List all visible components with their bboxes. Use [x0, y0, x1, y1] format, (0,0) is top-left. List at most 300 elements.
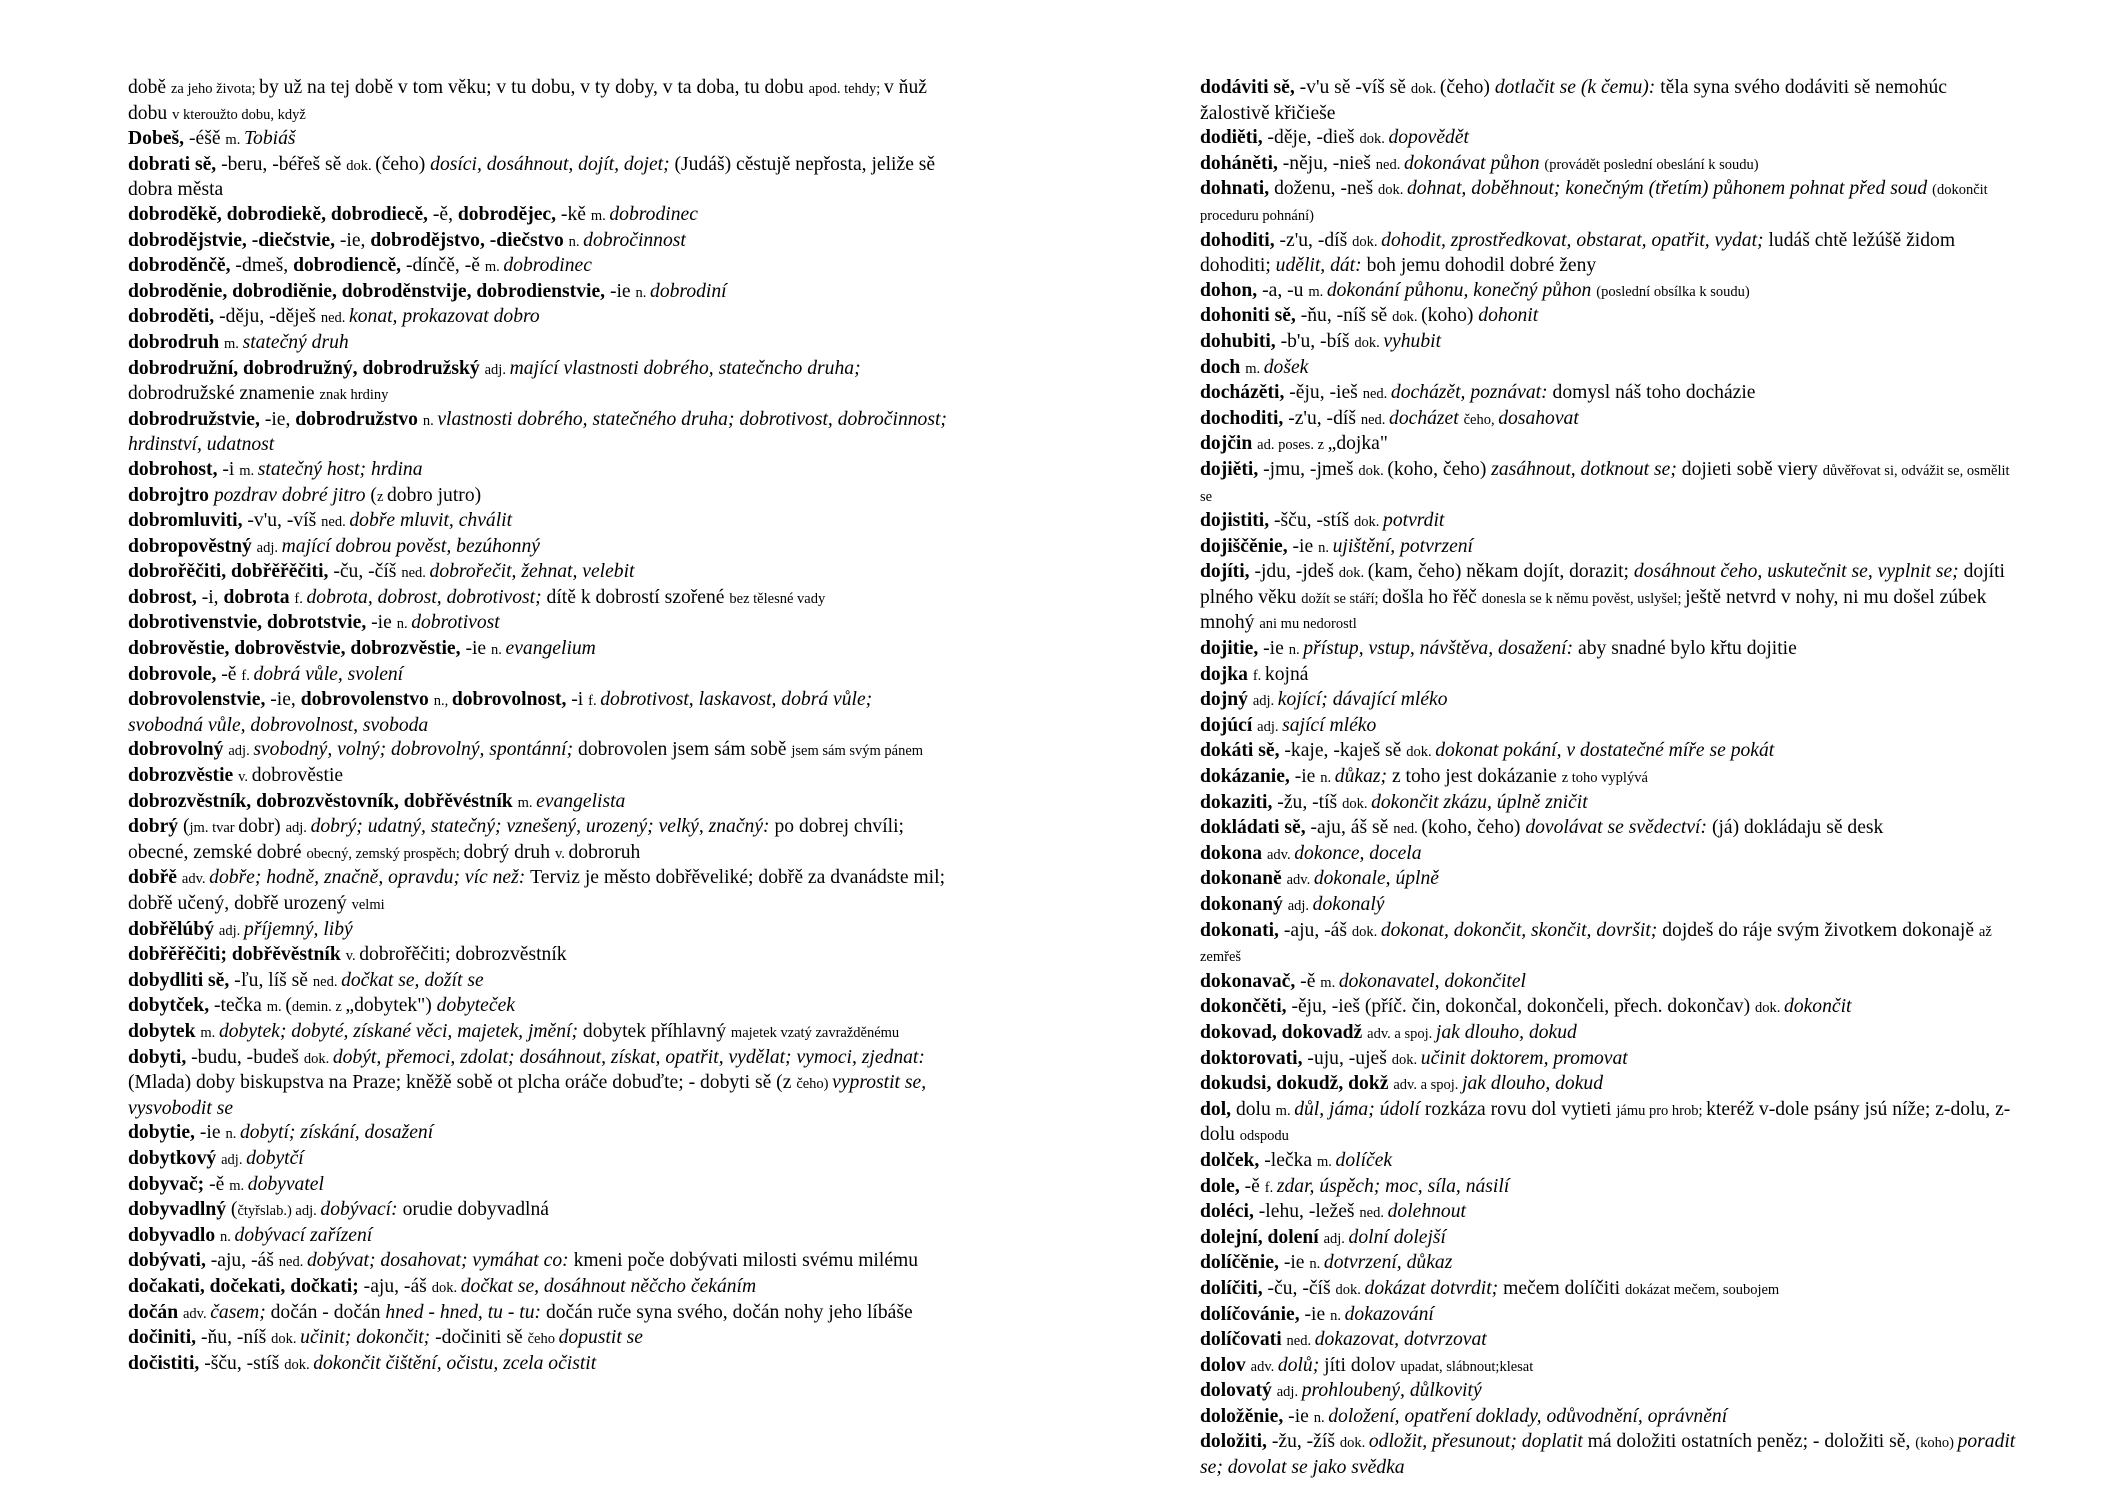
headword: dobrozvěstník, dobrozvěstovník, dobřěvéstník	[128, 790, 518, 812]
dictionary-entry	[1200, 688, 2020, 714]
translation: dokonce, docela	[1294, 842, 1422, 864]
translation: dokonavatel, dokončitel	[1338, 970, 1526, 992]
dictionary-entry	[1200, 1303, 2020, 1329]
entry-text: -ie	[609, 280, 636, 302]
grammar-note: dok.	[1352, 233, 1382, 250]
dictionary-entry	[1200, 152, 2020, 178]
entry-text: -ie,	[270, 689, 301, 711]
translation: dokončit	[1784, 996, 1852, 1018]
dictionary-entry	[128, 1046, 948, 1122]
grammar-note: ned.	[1286, 1333, 1315, 1350]
headword: dobrohost,	[128, 458, 223, 480]
entry-text: -ie,	[264, 408, 296, 430]
headword: dokudsi, dokudž, dokž	[1200, 1073, 1394, 1095]
entry-text: -jmu, -jmeš	[1263, 458, 1359, 480]
dictionary-entry	[1200, 1226, 2020, 1252]
translation: zdar, úspěch; moc, síla, násilí	[1276, 1175, 1510, 1197]
grammar-note: m.	[517, 794, 537, 811]
grammar-note: donesla se k němu pověst, uslyšel;	[1481, 590, 1686, 607]
headword: dokonavač,	[1200, 970, 1301, 992]
dictionary-entry	[128, 1249, 948, 1275]
dictionary-entry	[128, 815, 948, 866]
dictionary-entry	[128, 509, 948, 535]
translation: dokončit čištění, očistu, zcela očistit	[313, 1352, 597, 1374]
headword: dobropověstný	[128, 535, 257, 557]
grammar-note: f.	[1252, 667, 1265, 684]
entry-text: ludáš chtě ležúšě židom dohoditi;	[1200, 229, 1956, 277]
dictionary-entry	[128, 535, 948, 561]
entry-text: -ě,	[432, 203, 458, 225]
entry-text: -aju, -áš	[210, 1250, 279, 1272]
headword: dobrodružstvie,	[128, 408, 265, 430]
translation: učinit doktorem, promovat	[1420, 1047, 1628, 1069]
dictionary-entry	[128, 1020, 948, 1046]
translation: zasáhnout, dotknout se;	[1491, 458, 1682, 480]
entry-text: dolu	[1235, 1098, 1276, 1120]
grammar-note: dok.	[303, 1050, 333, 1067]
entry-text: -ie	[1292, 535, 1319, 557]
translation: evangelium	[505, 638, 596, 660]
translation: hned - hned, tu - tu:	[385, 1301, 546, 1323]
grammar-note: adj.	[228, 743, 254, 760]
grammar-note: m.	[484, 259, 504, 276]
headword: doháněti,	[1200, 152, 1283, 174]
entry-text: (koho, čeho)	[1421, 817, 1526, 839]
dictionary-entry	[128, 153, 948, 203]
headword: dočiniti,	[128, 1327, 201, 1349]
grammar-note: v.	[554, 845, 569, 862]
headword: dole,	[1200, 1175, 1245, 1197]
dictionary-entry	[1200, 970, 2020, 996]
translation: dobrotivost	[411, 612, 500, 634]
entry-text: -žu, -tíš	[1277, 791, 1343, 813]
dictionary-entry	[1200, 458, 2020, 509]
entry-text: (	[182, 816, 190, 838]
entry-text: (kam, čeho) někam dojít, dorazit;	[1367, 561, 1634, 583]
grammar-note: ned.	[320, 310, 350, 327]
entry-text: dojieti sobě viery	[1681, 458, 1823, 480]
dictionary-entry	[128, 203, 948, 229]
entry-text: dobrodružské znamenie	[128, 383, 320, 405]
translation: dolehnout	[1387, 1201, 1466, 1223]
headword: dobrodružstvo	[295, 408, 423, 430]
grammar-note: čeho,	[1463, 411, 1499, 428]
dictionary-entry	[128, 127, 948, 153]
headword: dobrovolný	[128, 739, 229, 761]
dictionary-entry	[1200, 1149, 2020, 1175]
dictionary-entry	[1200, 356, 2020, 382]
entry-text: boh jemu dohodil dobré ženy	[1366, 255, 1597, 277]
entry-text: po dobrej chvíli; obecné, zemské dobré	[128, 816, 904, 863]
entry-text: (	[285, 995, 292, 1017]
translation: dosáhnout čeho, uskutečnit se, vyplnit se;	[1633, 561, 1964, 583]
translation: jak dlouho, dokud	[1462, 1073, 1604, 1095]
entry-text: dočán ruče syna svého, dočán nohy jeho líbáše	[545, 1301, 913, 1323]
translation: dobytek; dobyté, získané věci, majetek, jmění;	[218, 1020, 583, 1042]
grammar-note: dok.	[1339, 1435, 1369, 1452]
translation: dohonit	[1478, 305, 1539, 327]
grammar-note: odspodu	[1239, 1128, 1289, 1145]
translation: udělit, dát:	[1275, 255, 1367, 277]
dictionary-entry	[1200, 1021, 2020, 1047]
headword: doléci,	[1200, 1201, 1259, 1223]
grammar-note: ani mu nedorostl	[1259, 616, 1357, 633]
entry-text: by už na tej době v tom věku; v tu dobu, v ty doby, v ta doba, tu dobu	[259, 77, 809, 98]
entry-text: -ňu, -níš	[200, 1327, 272, 1349]
dictionary-entry	[1200, 229, 2020, 279]
grammar-note: znak hrdiny	[319, 387, 389, 404]
translation: dokonávat půhon	[1403, 152, 1545, 174]
grammar-note: m.	[225, 132, 244, 149]
grammar-note: (dokončit proceduru pohnání)	[1200, 182, 1988, 224]
grammar-note: (poslední obsílka k soudu)	[1596, 283, 1750, 300]
headword: dokáti sě,	[1200, 740, 1285, 762]
dictionary-entry	[128, 1326, 948, 1352]
dictionary-entry	[1200, 535, 2020, 561]
entry-text: dobrý druh	[463, 841, 555, 863]
grammar-note: (provádět poslední obeslání k soudu)	[1544, 156, 1759, 173]
translation: svobodný, volný; dobrovolný, spontánní;	[253, 739, 579, 761]
grammar-note: apod. tehdy;	[808, 81, 884, 97]
grammar-note: (koho)	[1915, 1435, 1958, 1452]
grammar-note: dok.	[1354, 514, 1384, 531]
headword: docházěti,	[1200, 382, 1290, 404]
headword: dobydliti sě,	[128, 969, 235, 991]
dictionary-entry	[128, 918, 948, 944]
translation: odložit, přesunout; doplatit	[1368, 1431, 1588, 1453]
translation: dokonalý	[1312, 894, 1385, 915]
translation: vyprostit se, vysvobodit se	[128, 1072, 927, 1119]
entry-text: dobytek příhlavný	[582, 1020, 731, 1042]
dictionary-entry	[1200, 842, 2020, 868]
dictionary-entry	[128, 1352, 948, 1378]
headword: dochoditi,	[1200, 407, 1289, 429]
entry-text: kmeni poče dobývati milosti svému milému	[573, 1250, 919, 1272]
dictionary-entry	[128, 790, 948, 816]
translation: dopovědět	[1388, 127, 1469, 149]
dictionary-entry	[128, 1198, 948, 1224]
grammar-note: m.	[229, 1177, 248, 1194]
grammar-note: n.	[1313, 1409, 1329, 1426]
headword: dobytie,	[128, 1122, 200, 1144]
grammar-note: dok.	[1354, 334, 1384, 351]
grammar-note: f.	[1264, 1179, 1277, 1196]
grammar-note: adj.	[285, 820, 311, 837]
translation: příjemný, libý	[243, 918, 353, 940]
entry-text: -budu, -budeš	[191, 1046, 304, 1068]
headword: dojíti,	[1200, 561, 1255, 583]
entry-text: dobr)	[238, 816, 286, 838]
translation: došek	[1263, 356, 1309, 378]
entry-text: -i	[571, 689, 589, 711]
grammar-note: čeho	[527, 1331, 559, 1348]
translation: dosíci, dosáhnout, dojít, dojet;	[430, 153, 675, 175]
grammar-note: ned.	[1362, 386, 1391, 403]
dictionary-entry	[128, 357, 948, 408]
grammar-note: v.	[238, 769, 252, 786]
translation: statečný druh	[242, 331, 349, 353]
translation: mající dobrou pověst, bezúhonný	[281, 535, 540, 557]
dictionary-entry	[128, 229, 948, 255]
headword: dohoniti sě,	[1200, 305, 1301, 327]
headword: dokovad, dokovadž	[1200, 1021, 1368, 1043]
dictionary-entry	[128, 331, 948, 357]
translation: konat, prokazovat dobro	[349, 306, 540, 328]
entry-text: -beru, -béřeš sě	[221, 153, 347, 175]
dictionary-entry	[1200, 637, 2020, 663]
translation: Tobiáš	[243, 128, 296, 150]
grammar-note: ned.	[1360, 411, 1390, 428]
entry-text: orudie dobyvadlná	[402, 1199, 549, 1221]
translation: poradit se; dovolat se jako svědka	[1200, 1431, 2016, 1479]
entry-text: domysl náš toho docházie	[1552, 382, 1756, 404]
translation: dobročinnost	[583, 229, 686, 251]
grammar-note: n.	[491, 642, 506, 659]
translation: dokončit zkázu, úplně zničit	[1371, 791, 1588, 813]
entry-text: z toho jest dokázanie	[1391, 766, 1562, 788]
grammar-note: dožít se stáří;	[1301, 590, 1383, 607]
grammar-note: ned.	[278, 1254, 307, 1271]
grammar-note: m.	[590, 207, 610, 224]
entry-text: kojná	[1264, 663, 1309, 685]
headword: dobroděnie, dobrodiěnie, dobroděnstvije, dobrodienstvie,	[128, 280, 610, 302]
headword: dokonati,	[1200, 919, 1284, 941]
headword: doktorovati,	[1200, 1047, 1308, 1069]
entry-text: (	[230, 1199, 238, 1221]
translation: vyhubit	[1383, 330, 1442, 352]
grammar-note: za jeho života;	[171, 81, 260, 97]
headword: dokonaný	[1200, 894, 1288, 915]
dictionary-entry	[128, 1147, 948, 1173]
headword: dojitie,	[1200, 638, 1264, 660]
grammar-note: dokázat mečem, soubojem	[1625, 1281, 1780, 1298]
grammar-note: adj.	[1323, 1230, 1349, 1247]
headword: dobytkový	[128, 1147, 222, 1169]
headword: dokázanie,	[1200, 766, 1295, 788]
dictionary-entry	[1200, 1328, 2020, 1354]
headword: dol,	[1200, 1098, 1236, 1120]
entry-text: „dobytek")	[345, 995, 437, 1017]
entry-text: -aju, -áš	[363, 1275, 432, 1297]
entry-text: došla ho řěč	[1382, 586, 1482, 608]
translation: dopustit se	[558, 1327, 643, 1349]
headword: dobrodějec,	[457, 203, 561, 225]
entry-text: -ěju, -ieš (příč. čin, dokončal, dokončeli, přech. dokončav)	[1291, 996, 1756, 1018]
headword: dobrost,	[128, 586, 202, 608]
translation: dokonat, dokončit, skončit, dovršit;	[1380, 919, 1663, 941]
grammar-note: dok.	[1342, 795, 1372, 812]
translation: dohnat, doběhnout; konečným (třetím) půhonem pohnat před soud	[1406, 178, 1933, 200]
dictionary-entry	[1200, 1430, 2020, 1480]
entry-text: -i	[222, 458, 240, 480]
headword: dolejní, dolení	[1200, 1226, 1324, 1248]
headword: doložiti,	[1200, 1431, 1272, 1453]
headword: dobrořěčiti, dobřěřěčiti,	[128, 561, 334, 583]
dictionary-entry	[1200, 304, 2020, 330]
headword: doložěnie,	[1200, 1405, 1289, 1427]
headword: Dobeš,	[128, 128, 189, 150]
grammar-note: ned.	[1375, 156, 1404, 173]
entry-text: -dínčě, -ě	[405, 255, 485, 277]
grammar-note: adj.	[1276, 1384, 1302, 1401]
grammar-note: adj.	[1252, 693, 1278, 710]
dictionary-entry	[128, 1275, 948, 1301]
dictionary-entry	[1200, 381, 2020, 407]
entry-text: doženu, -neš	[1274, 178, 1378, 200]
grammar-note: jámu pro hrob;	[1616, 1102, 1707, 1119]
entry-text: -lehu, -ležeš	[1258, 1201, 1360, 1223]
grammar-note: adv. a spoj.	[1367, 1025, 1436, 1042]
translation: potvrdit	[1383, 510, 1445, 532]
dictionary-entry	[128, 637, 948, 663]
dictionary-entry	[128, 280, 948, 306]
entry-text: -v'u sě -víš sě	[1299, 77, 1411, 98]
grammar-note: n.	[396, 616, 412, 633]
headword: dohon,	[1200, 279, 1263, 301]
headword: dojčin	[1200, 433, 1258, 455]
headword: dolíčovati	[1200, 1329, 1287, 1351]
translation: dokazovat, dotvrzovat	[1314, 1329, 1487, 1351]
dictionary-entry	[1200, 279, 2020, 305]
dictionary-entry	[1200, 893, 2020, 919]
grammar-note: dok.	[284, 1356, 314, 1373]
dictionary-entry	[1200, 816, 2020, 842]
headword: dokončěti,	[1200, 996, 1292, 1018]
dictionary-entry	[1200, 1405, 2020, 1431]
entry-text: (koho, čeho)	[1387, 458, 1492, 480]
grammar-note: jm. tvar	[189, 820, 239, 837]
headword: dobrý	[128, 816, 183, 838]
entry-text: -ie	[1304, 1303, 1331, 1325]
headword: dobrověstie, dobrověstvie, dobrozvěstie,	[128, 638, 466, 660]
translation: dobrý; udatný, statečný; vznešený, urozený; velký, značný:	[310, 816, 775, 838]
left-column	[128, 76, 948, 1377]
grammar-note: bez tělesné vady	[729, 590, 826, 607]
grammar-note: z	[376, 488, 387, 505]
entry-text: době	[128, 77, 171, 98]
grammar-note: dok.	[431, 1279, 461, 1296]
translation: pozdrav dobré jitro	[213, 484, 371, 506]
translation: dočkat se, dosáhnout něčcho čekáním	[460, 1275, 757, 1297]
grammar-note: dok.	[1410, 81, 1440, 97]
grammar-note: dok.	[346, 157, 376, 174]
translation: prohloubený, důlkovitý	[1301, 1380, 1482, 1402]
grammar-note: adv. a spoj.	[1393, 1077, 1463, 1094]
entry-text: -z'u, -díš	[1288, 407, 1361, 429]
dictionary-entry	[128, 764, 948, 790]
translation: dolní dolejší	[1348, 1226, 1446, 1248]
entry-text: -a, -u	[1262, 279, 1309, 301]
entry-text: dočán - dočán	[270, 1301, 386, 1323]
translation: sající mléko	[1282, 714, 1377, 736]
headword: dolovatý	[1200, 1380, 1277, 1402]
entry-text: -lečka	[1264, 1149, 1317, 1171]
entry-text: -šču, -stíš	[204, 1352, 285, 1374]
translation: evangelista	[536, 790, 626, 812]
grammar-note: m.	[1275, 1102, 1295, 1119]
grammar-note: f.	[588, 693, 601, 710]
dictionary-entry	[128, 663, 948, 689]
grammar-note: dok.	[1338, 565, 1368, 582]
grammar-note: m.	[1320, 974, 1339, 991]
translation: dotvrzení, důkaz	[1323, 1252, 1453, 1274]
translation: mající vlastnosti dobrého, statečncho druha;	[509, 357, 861, 379]
headword: dolíčěnie,	[1200, 1252, 1284, 1274]
entry-text: -ie	[1288, 1405, 1314, 1427]
grammar-note: dok.	[1392, 309, 1422, 326]
grammar-note: z toho vyplývá	[1561, 770, 1648, 787]
grammar-note: čeho)	[796, 1076, 833, 1093]
right-column	[1200, 76, 2020, 1481]
entry-text: dojíti plného věku	[1200, 561, 2005, 608]
translation: dokonat pokání, v dostatečné míře se pokát	[1435, 740, 1775, 762]
entry-text: Terviz je město dobřěveliké; dobřě za dvanádste mil; dobřě učený, dobřě urozený	[128, 867, 946, 914]
translation: důkaz;	[1334, 766, 1392, 788]
headword: dobrodružní, dobrodružný, dobrodružský	[128, 357, 485, 379]
grammar-note: ad. poses. z	[1257, 437, 1328, 454]
grammar-note: majetek vzatý zavražděnému	[730, 1024, 900, 1041]
headword: dočistiti,	[128, 1352, 205, 1374]
headword: dobrati sě,	[128, 153, 222, 175]
dictionary-entry	[128, 408, 948, 458]
headword: dobrovolenstvie,	[128, 689, 271, 711]
entry-text: -z'u, -díš	[1279, 229, 1353, 251]
headword: dobrodiencě,	[293, 255, 406, 277]
translation: dokonání půhonu, konečný půhon	[1326, 279, 1597, 301]
headword: dojka	[1200, 663, 1253, 685]
grammar-note: adj.	[1287, 898, 1313, 914]
entry-text: -kaje, -kaješ sě	[1284, 740, 1407, 762]
dictionary-entry	[128, 305, 948, 331]
grammar-note: n.	[220, 1228, 235, 1245]
grammar-note: dok.	[1358, 462, 1388, 479]
translation: jak dlouho, dokud	[1435, 1021, 1577, 1043]
translation: přístup, vstup, návštěva, dosažení:	[1303, 638, 1579, 660]
translation: dobytí; získání, dosažení	[239, 1122, 434, 1144]
entry-text: v ňuž dobu	[128, 77, 927, 124]
translation: dobyteček	[436, 995, 515, 1017]
translation: učinit; dokončit;	[300, 1327, 436, 1349]
translation: dolíček	[1335, 1149, 1393, 1171]
grammar-note: m.	[266, 999, 286, 1016]
grammar-note: dok.	[1351, 923, 1381, 940]
translation: dokazování	[1344, 1303, 1434, 1325]
translation: dobrořečit, žehnat, velebit	[429, 561, 635, 583]
entry-text: -ie	[1294, 766, 1321, 788]
headword: dojný	[1200, 689, 1253, 711]
dictionary-entry	[1200, 509, 2020, 535]
headword: dobrovolnost,	[451, 689, 572, 711]
translation: dobýt, přemoci, zdolat; dosáhnout, získat, opatřit, vydělat; vymoci, zjednat:	[332, 1046, 925, 1068]
entry-text: (Mlada) doby biskupstva na Praze; kněžě sobě ot plcha oráče dobuďte; - dobyti sě (z	[128, 1072, 797, 1094]
headword: dobyvadlo	[128, 1224, 221, 1246]
entry-text: -ie	[199, 1122, 226, 1144]
dictionary-entry	[1200, 177, 2020, 228]
entry-text: má doložiti ostatních peněz; - doložiti sě,	[1587, 1431, 1916, 1453]
grammar-note: adv.	[182, 1305, 211, 1322]
headword: dobrozvěstie	[128, 765, 239, 787]
entry-text: těla syna svého dodáviti sě nemohúc žalostivě křičieše	[1200, 77, 1947, 124]
translation: vlastnosti dobrého, statečného druha; dobrotivost, dobročinnost; hrdinství, udatnost	[128, 408, 947, 456]
translation: dobývat; dosahovat; vymáhat co:	[306, 1250, 574, 1272]
entry-text: dítě k dobrostí szořené	[546, 586, 730, 608]
grammar-note: adj.	[218, 922, 244, 939]
entry-text: -b'u, -bíš	[1280, 330, 1355, 352]
headword: dohubiti,	[1200, 330, 1281, 352]
dictionary-entry	[1200, 791, 2020, 817]
grammar-note: adv.	[1250, 1358, 1278, 1375]
grammar-note: n.	[1288, 642, 1304, 659]
